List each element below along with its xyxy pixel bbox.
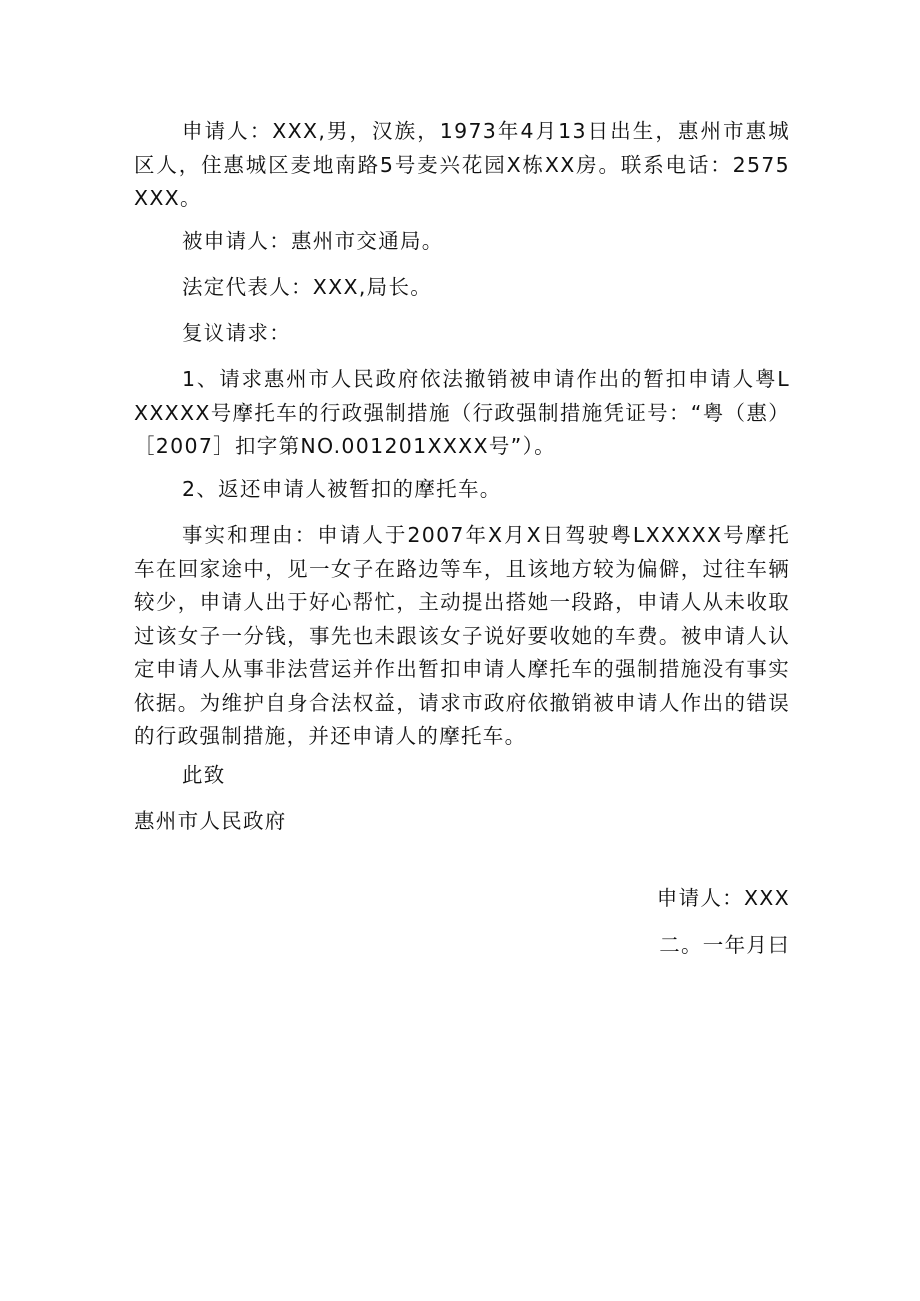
closing-salutation: 此致 bbox=[182, 763, 226, 787]
request-item-1: 1、请求惠州市人民政府依法撤销被申请作出的暂扣申请人粤LXXXXX号摩托车的行政强制措施（行政强制措施凭证号：“粤（惠）［2007］扣字第NO.001201XXXX号”）。 bbox=[134, 367, 790, 458]
facts-and-reasons: 事实和理由：申请人于2007年X月X日驾驶粤LXXXXX号摩托车在回家途中，见一女子在路边等车，且该地方较为偏僻，过往车辆较少，申请人出于好心帮忙，主动提出搭她一段路，申请人从未收取过该女子一分钱，事先也未跟该女子说好要收她的车费。被申请人认定申请人从事非法营运并作出暂扣申请人摩托车的强制措施没有事实依据。为维护自身合法权益，请求市政府依撤销被申请人作出的错误的行政强制措施，并还申请人的摩托车。 bbox=[134, 523, 790, 748]
respondent-line: 被申请人：惠州市交通局。 bbox=[182, 229, 444, 253]
recipient-line: 惠州市人民政府 bbox=[134, 809, 287, 833]
signature-line: 申请人：XXX bbox=[656, 886, 790, 910]
request-heading: 复议请求： bbox=[182, 321, 291, 345]
applicant-paragraph: 申请人：XXX,男，汉族，1973年4月13日出生，惠州市惠城区人，住惠城区麦地南路5号麦兴花园X栋XX房。联系电话：2575XXX。 bbox=[134, 119, 790, 210]
request-item-2: 2、返还申请人被暂扣的摩托车。 bbox=[182, 477, 502, 501]
legal-representative-line: 法定代表人：XXX,局长。 bbox=[182, 275, 433, 299]
date-line: 二。一年月曰 bbox=[659, 933, 790, 957]
